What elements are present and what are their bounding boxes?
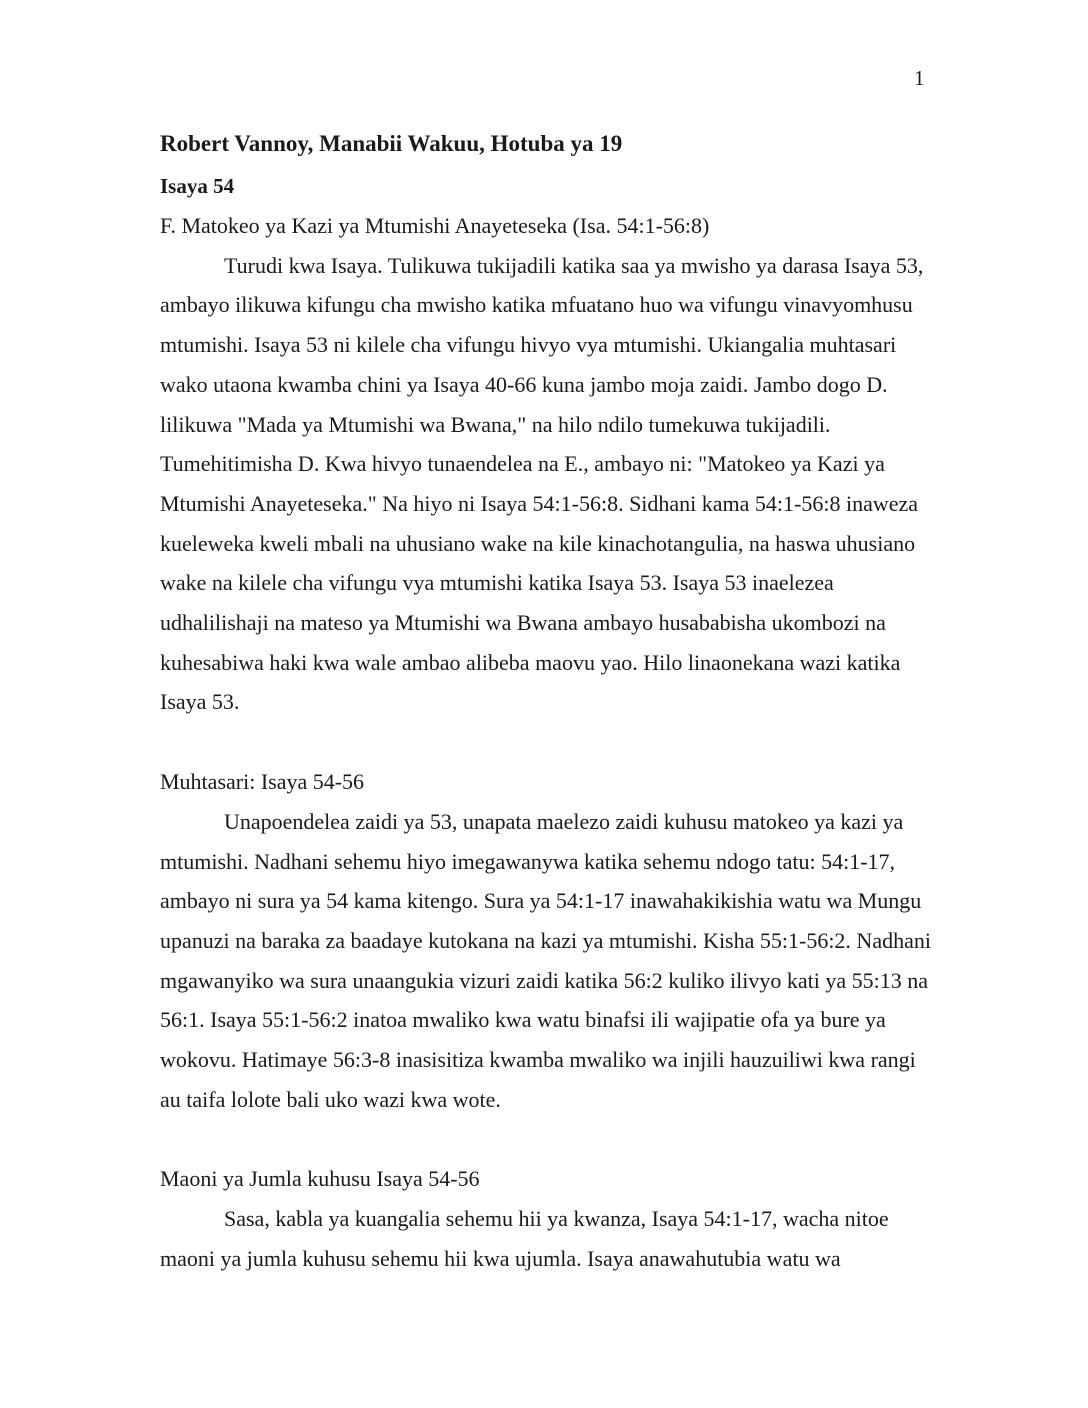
comments-heading: Maoni ya Jumla kuhusu Isaya 54-56 <box>160 1166 480 1192</box>
page-number: 1 <box>914 66 925 90</box>
document-body <box>160 126 932 1279</box>
spacer <box>160 1119 932 1159</box>
paragraph-2: Unapoendelea zaidi ya 53, unapata maelezo zaidi kuhusu matokeo ya kazi ya mtumishi. Nadhani sehemu hiyo imegawanywa katika sehemu ndogo tatu: 54:1-17, ambayo ni sura ya 54 kama kitengo. Sura ya 54:1-17 inawahakikishia watu wa Mungu upanuzi na baraka za baadaye kutokana na kazi ya mtumishi. Kisha 55:1-56:2. Nadhani mgawanyiko wa sura unaangukia vizuri zaidi katika 56:2 kuliko ilivyo kati ya 55:13 na 56:1. Isaya 55:1-56:2 inatoa mwaliko kwa watu binafsi ili wajipatie ofa ya bure ya wokovu. Hatimaye 56:3-8 inasisitiza kwamba mwaliko wa injili hauzuiliwi kwa rangi au taifa lolote bali uko wazi kwa wote. <box>160 808 931 1112</box>
paragraph-1: Turudi kwa Isaya. Tulikuwa tukijadili katika saa ya mwisho ya darasa Isaya 53, ambayo ilikuwa kifungu cha mwisho katika mfuatano huo wa vifungu vinavyomhusu mtumishi. Isaya 53 ni kilele cha vifungu hivyo vya mtumishi. Ukiangalia muhtasari wako utaona kwamba chini ya Isaya 40-66 kuna jambo moja zaidi. Jambo dogo D. lilikuwa "Mada ya Mtumishi wa Bwana," na hilo ndilo tumekuwa tukijadili. Tumehitimisha D. Kwa hivyo tunaendelea na E., ambayo ni: "Matokeo ya Kazi ya Mtumishi Anayeteseka." Na hiyo ni Isaya 54:1-56:8. Sidhani kama 54:1-56:8 inaweza kueleweka kweli mbali na uhusiano wake na kile kinachotangulia, na haswa uhusiano wake na kilele cha vifungu vya mtumishi katika Isaya 53. Isaya 53 inaelezea udhalilishaji na mateso ya Mtumishi wa Bwana ambayo husababisha ukombozi na kuhesabiwa haki kwa wale ambao alibeba maovu yao. Hilo linaonekana wazi katika Isaya 53. <box>160 252 924 715</box>
document-subtitle: Isaya 54 <box>160 174 235 198</box>
section-heading: F. Matokeo ya Kazi ya Mtumishi Anayeteseka (Isa. 54:1-56:8) <box>160 213 710 238</box>
paragraph-3: Sasa, kabla ya kuangalia sehemu hii ya kwanza, Isaya 54:1-17, wacha nitoe maoni ya jumla kuhusu sehemu hii kwa ujumla. Isaya anawahutubia watu wa <box>160 1206 889 1271</box>
document-title: Robert Vannoy, Manabii Wakuu, Hotuba ya 19 <box>160 131 623 156</box>
spacer <box>160 722 932 762</box>
outline-heading: Muhtasari: Isaya 54-56 <box>160 769 365 795</box>
